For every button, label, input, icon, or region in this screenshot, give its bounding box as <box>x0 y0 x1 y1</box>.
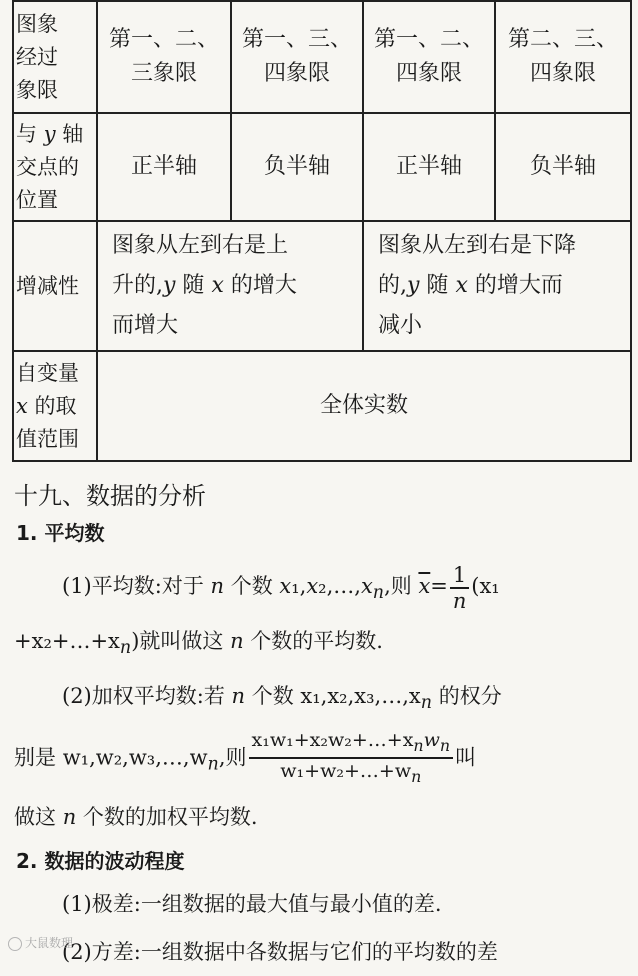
weighted-vars: x₁,x₂,x₃,…,x <box>300 684 421 709</box>
quadrant-cell-4: 第二、三、 四象限 <box>495 1 631 113</box>
y-var: y <box>43 121 56 146</box>
quadrant-cell-3: 第一、二、 四象限 <box>363 1 495 113</box>
weighted-line2-a: 别是 <box>14 744 63 769</box>
quadrant-cell-2: 第一、三、 四象限 <box>231 1 363 113</box>
weighted-line3-a: 做这 <box>14 805 63 830</box>
mean-line2-c: 个数的平均数. <box>243 629 383 654</box>
domain-header-line3: 值范围 <box>16 426 79 451</box>
linear-function-properties-table <box>12 0 632 462</box>
watermark-logo-icon <box>8 937 22 951</box>
inc-line1: 图象从左到右是上 <box>112 233 289 258</box>
weighted-line2-b: ,则 <box>218 744 247 769</box>
x-var: x <box>16 393 28 418</box>
quadrant-header-line1: 图象 <box>16 11 58 36</box>
y-intercept-header-line3: 位置 <box>16 187 58 212</box>
monotonicity-row <box>13 221 631 351</box>
inc-line2b: 随 <box>175 273 212 298</box>
quadrant-header-line2: 经过 <box>16 44 58 69</box>
mean-lead: (1)平均数:对于 <box>62 574 211 598</box>
mean-tail: (x₁ <box>471 574 500 598</box>
inc-line2a: 升的, <box>112 273 163 298</box>
mean-line2-a: +x₂+…+x <box>14 629 120 654</box>
variance-definition: (2)方差:一组数据中各数据与它们的平均数的差 <box>62 940 498 965</box>
weighted-mean-line2: 别是 $w_1,w_2,w_3,\dots,w_n$,则 $\frac{x_1w_1+x_2w_2+\dots+x_nw_n}{w_1+w_2+\dots+w_n}$ 叫 <box>14 728 634 793</box>
domain-row <box>13 351 631 461</box>
increasing-cell <box>97 221 363 351</box>
y-intercept-row-header <box>13 113 97 221</box>
quadrant-row <box>13 1 631 113</box>
x-var: x <box>455 273 468 298</box>
y-intercept-header-b: 轴 <box>55 121 84 146</box>
y-intercept-header-a: 与 <box>16 121 44 146</box>
dec-line1: 图象从左到右是下降 <box>378 233 577 258</box>
mean-subtitle: 1. 平均数 <box>16 521 105 545</box>
inc-line3: 而增大 <box>112 313 179 338</box>
mean-fraction: $\frac{1}{n}$ <box>450 563 469 613</box>
quadrant-header-line3: 象限 <box>16 77 58 102</box>
y-intercept-cell-1: 正半轴 <box>97 113 231 221</box>
weighted-weights: w₁,w₂,w₃,…,w <box>62 744 208 769</box>
y-intercept-row <box>13 113 631 221</box>
y-var: y <box>407 273 420 298</box>
weighted-line2-c: 叫 <box>455 744 477 769</box>
domain-row-header <box>13 351 97 461</box>
mean-then: ,则 <box>384 574 419 598</box>
domain-header-line1: 自变量 <box>16 360 79 385</box>
y-var: y <box>163 273 176 298</box>
weighted-mean-line3: 做这 n 个数的加权平均数. <box>14 805 258 830</box>
data-analysis-section <box>14 470 634 976</box>
section-title: 十九、数据的分析 <box>14 482 206 510</box>
x-var: x <box>211 273 224 298</box>
y-intercept-cell-2: 负半轴 <box>231 113 363 221</box>
weighted-mid: 个数 <box>245 684 301 709</box>
mean-definition-line2: $+x_2+\dots+x_n$)就叫做这 n 个数的平均数. <box>14 629 383 659</box>
mean-line2-b: )就叫做这 <box>131 629 231 654</box>
watermark-text: 大鼠数理 <box>25 936 74 950</box>
monotonicity-row-header: 增减性 <box>13 221 97 351</box>
dec-line2b: 随 <box>419 273 456 298</box>
y-intercept-cell-4: 负半轴 <box>495 113 631 221</box>
mean-definition-line1: (1)平均数:对于 n 个数 $x_1,x_2,\dots,x_n$,则 $\overline{x}=$ $\frac{1}{n}$ (x₁ <box>62 562 500 613</box>
y-intercept-header-line2: 交点的 <box>16 154 79 179</box>
weighted-lead: (2)加权平均数:若 <box>62 684 232 709</box>
weighted-fraction: $\frac{x_1w_1+x_2w_2+\dots+x_nw_n}{w_1+w_2+\dots+w_n}$ <box>249 728 454 790</box>
weighted-line3-b: 个数的加权平均数. <box>76 805 258 830</box>
watermark <box>8 934 73 951</box>
quadrant-row-header <box>13 1 97 113</box>
mean-mid: 个数 <box>224 574 280 598</box>
dec-line2a: 的, <box>378 273 407 298</box>
inc-line2c: 的增大 <box>223 273 297 298</box>
domain-value: 全体实数 <box>97 351 631 461</box>
dec-line3: 减小 <box>378 313 423 338</box>
y-intercept-cell-3: 正半轴 <box>363 113 495 221</box>
dispersion-subtitle: 2. 数据的波动程度 <box>16 849 185 874</box>
range-definition: (1)极差:一组数据的最大值与最小值的差. <box>62 892 442 917</box>
decreasing-cell <box>363 221 631 351</box>
dec-line2c: 的增大而 <box>467 273 563 298</box>
quadrant-cell-1: 第一、二、 三象限 <box>97 1 231 113</box>
weighted-tail: 的权分 <box>432 684 502 709</box>
domain-header-line2: 的取 <box>27 393 77 418</box>
weighted-mean-line1: (2)加权平均数:若 n 个数 $x_1,x_2,x_3,\dots,x_n$ 的权分 <box>62 684 502 714</box>
